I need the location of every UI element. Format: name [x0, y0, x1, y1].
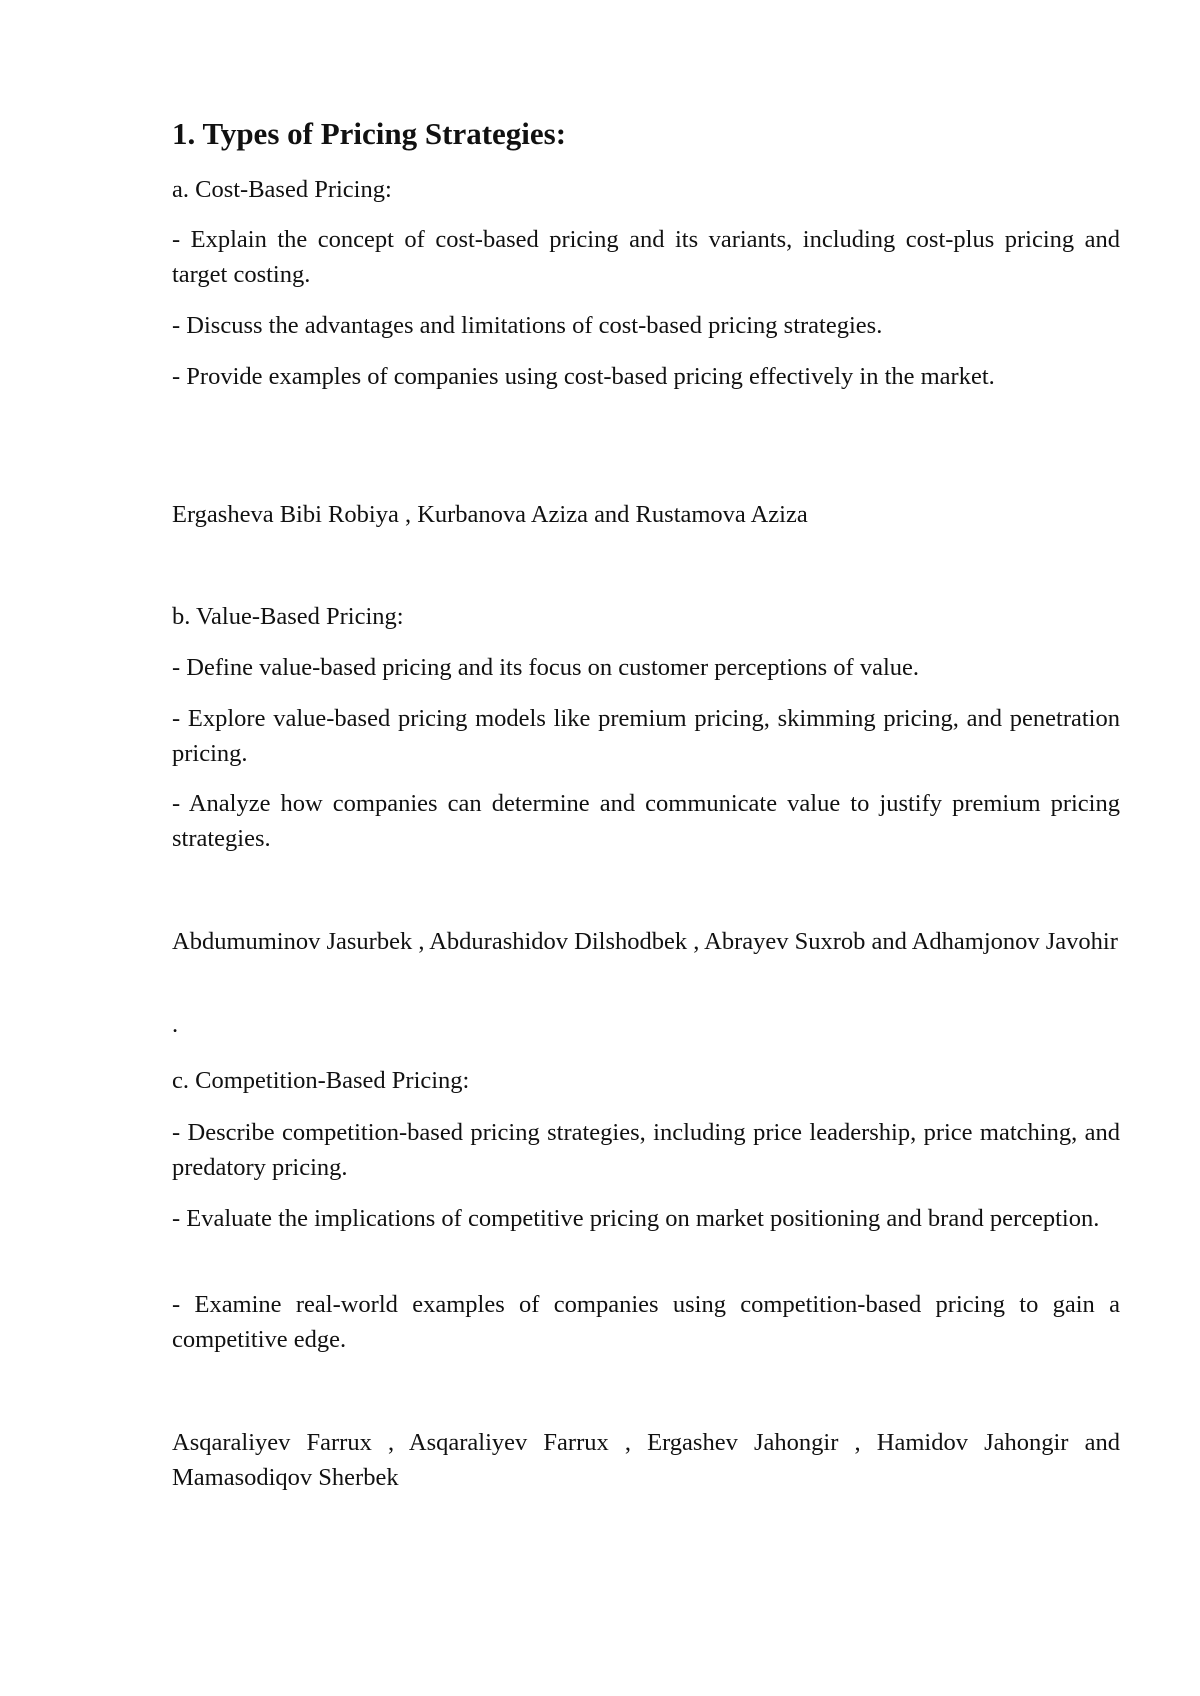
- section-c-authors: Asqaraliyev Farrux , Asqaraliyev Farrux , Ergashev Jahongir , Hamidov Jahongir and Mamasodiqov Sherbek: [172, 1429, 1120, 1491]
- section-a-heading: a. Cost-Based Pricing:: [172, 176, 392, 203]
- document-page: [172, 0, 1120, 1696]
- section-c-point-2: - Evaluate the implications of competitive pricing on market positioning and brand perception.: [172, 1205, 1100, 1232]
- section-a-point-1: - Explain the concept of cost-based pricing and its variants, including cost-plus pricing and target costing.: [172, 226, 1120, 288]
- section-b-point-2: - Explore value-based pricing models like premium pricing, skimming pricing, and penetration pricing.: [172, 705, 1120, 767]
- section-b-trailing-mark: .: [172, 1011, 179, 1038]
- section-c-heading: c. Competition-Based Pricing:: [172, 1067, 470, 1094]
- section-a-authors: Ergasheva Bibi Robiya , Kurbanova Aziza and Rustamova Aziza: [172, 501, 808, 528]
- document-title: 1. Types of Pricing Strategies:: [172, 116, 567, 151]
- section-b-point-1: - Define value-based pricing and its focus on customer perceptions of value.: [172, 654, 919, 681]
- section-a-point-2: - Discuss the advantages and limitations of cost-based pricing strategies.: [172, 312, 883, 339]
- section-a-point-3: - Provide examples of companies using cost-based pricing effectively in the market.: [172, 363, 995, 390]
- section-b-heading: b. Value-Based Pricing:: [172, 603, 404, 630]
- section-c-point-1: - Describe competition-based pricing strategies, including price leadership, price matching, and predatory pricing.: [172, 1119, 1120, 1181]
- section-c-point-3: - Examine real-world examples of companies using competition-based pricing to gain a competitive edge.: [172, 1291, 1120, 1353]
- section-b-point-3: - Analyze how companies can determine and communicate value to justify premium pricing strategies.: [172, 790, 1120, 852]
- section-b-authors: Abdumuminov Jasurbek , Abdurashidov Dilshodbek , Abrayev Suxrob and Adhamjonov Javohir: [172, 928, 1118, 955]
